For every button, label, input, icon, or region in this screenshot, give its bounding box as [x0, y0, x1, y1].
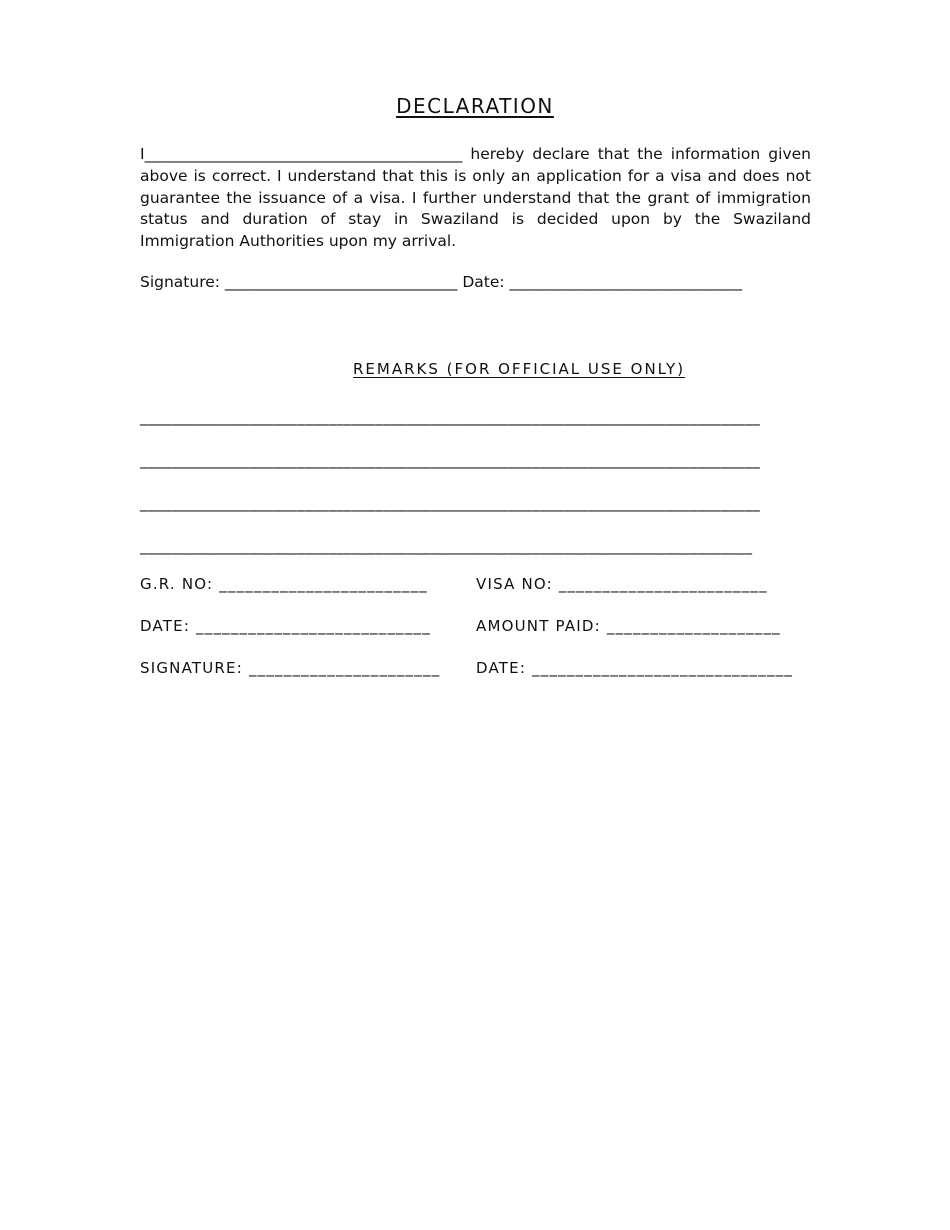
gr-no-field: G.R. NO: ________________________: [140, 575, 429, 593]
signature-field: SIGNATURE: ______________________: [140, 659, 441, 677]
amount-paid-field: AMOUNT PAID: ____________________: [476, 617, 781, 635]
date-field-right: DATE: ______________________________: [476, 659, 794, 677]
declaration-paragraph: I_________________________________________ hereby declare that the information given above is correct. I understand that this is only an application for a visa and does not guarantee the issuance of a visa. I further understand that the grant of immigration status and duration of stay in Swaziland is decided upon by the Swaziland Immigration Authorities upon my arrival.: [140, 145, 811, 251]
signature-date-line: Signature: ______________________________ Date: ______________________________: [140, 273, 743, 291]
remarks-title: REMARKS (FOR OFFICIAL USE ONLY): [353, 360, 686, 378]
remarks-line-4: ______________________________________________________________________________: [140, 537, 753, 555]
visa-no-field: VISA NO: ________________________: [476, 575, 768, 593]
date-field-left: DATE: ___________________________: [140, 617, 431, 635]
declaration-title: DECLARATION: [396, 94, 554, 118]
remarks-line-1: _______________________________________________________________________________: [140, 408, 761, 426]
remarks-line-3: _______________________________________________________________________________: [140, 494, 761, 512]
remarks-line-2: _______________________________________________________________________________: [140, 451, 761, 469]
